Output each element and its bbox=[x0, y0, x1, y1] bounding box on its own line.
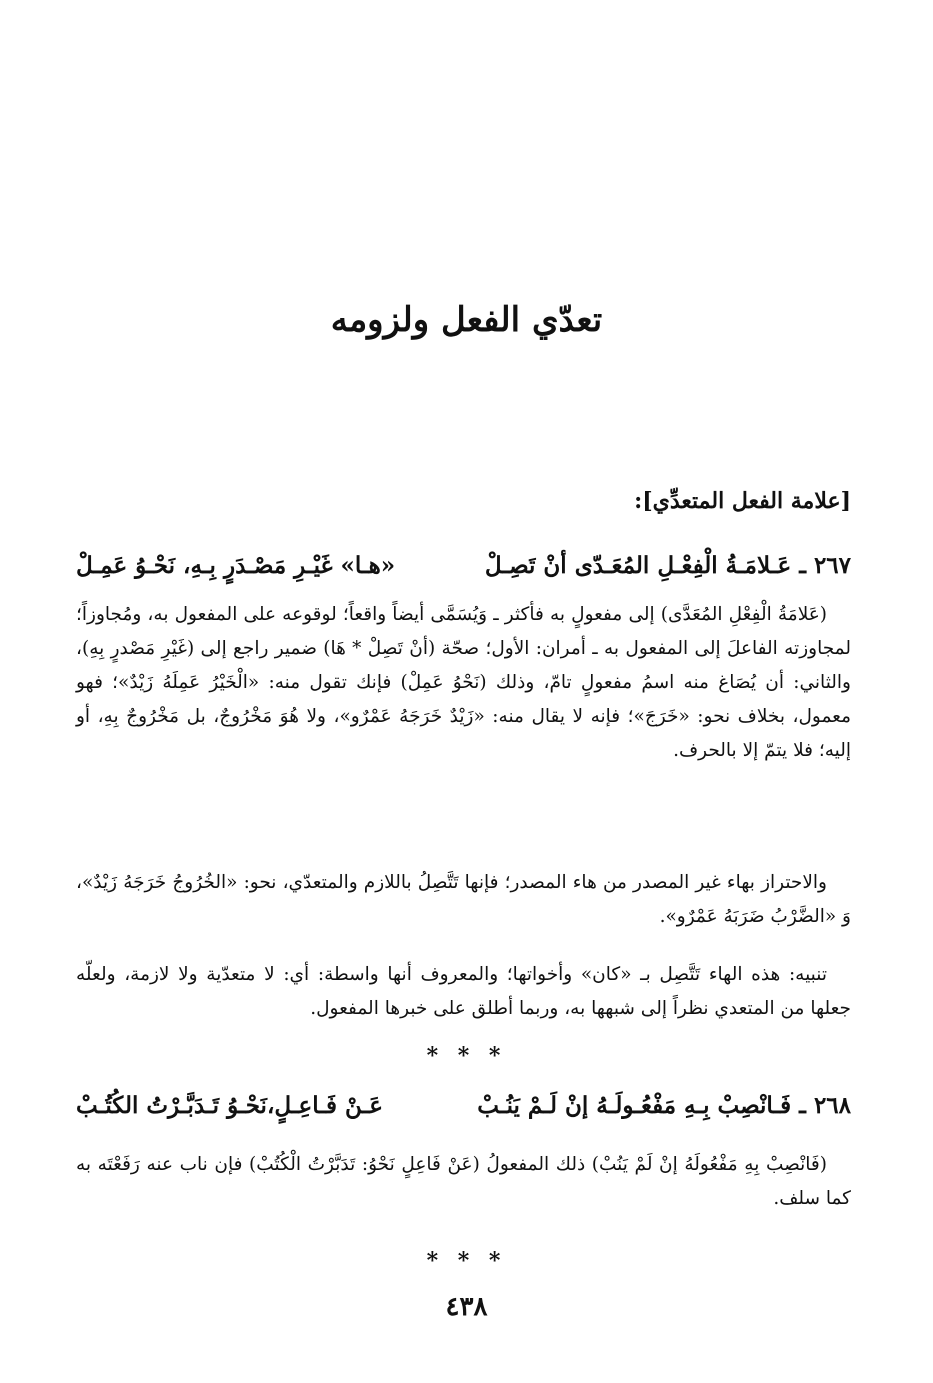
verse-267-first-hemistich: ٢٦٧ ـ عَـلامَـةُ الْفِعْـلِ المُعَـدّى أنْ تَصِـلْ bbox=[484, 552, 851, 579]
section-heading: [علامة الفعل المتعدِّي]: bbox=[634, 488, 851, 514]
verse-268 bbox=[76, 1092, 851, 1119]
verse-267-second-hemistich: «هـا» غَيْـرِ مَصْـدَرٍ بِـهِ، نَحْـوُ عَمِـلْ bbox=[76, 552, 396, 579]
section-separator-2: * * * bbox=[426, 1248, 507, 1274]
section-separator-1: * * * bbox=[426, 1043, 507, 1069]
commentary-paragraph-1: (عَلامَةُ الْفِعْلِ المُعَدَّى) إلى مفعولٍ به فأكثر ـ وَيُسَمَّى أيضاً واقعاً؛ لوقوعه على المفعول به، ومُجاوزاً؛ لمجاوزته الفاعلَ إلى المفعول به ـ أمران: الأول؛ صحّة (أنْ تَصِلْ * هَا) ضمير راجع إلى (غَيْرِ مَصْدرٍ بِهِ)، والثاني: أن يُصَاغ منه اسمُ مفعولٍ تامّ، وذلك (نَحْوُ عَمِلْ) فإنك تقول منه: «الْخَيْرُ عَمِلَهُ زَيْدٌ»؛ فهو معمول، بخلاف نحو: «خَرَجَ»؛ فإنه لا يقال منه: «زَيْدٌ خَرَجَهُ عَمْرٌو»، ولا هُوَ مَخْرُوجٌ، بل مَخْرُوجٌ بِهِ، أو إليه؛ فلا يتمّ إلا بالحرف. bbox=[76, 604, 851, 761]
commentary-paragraph-2: والاحتراز بهاء غير المصدر من هاء المصدر؛ فإنها تَتَّصِلُ باللازم والمتعدّي، نحو: «الخُرُوجُ خَرَجَهُ زَيْدٌ»، وَ «الضَّرْبُ ضَرَبَهُ عَمْرٌو». bbox=[76, 872, 851, 927]
verse-267 bbox=[76, 552, 851, 579]
verse-268-second-hemistich: عَـنْ فَـاعِـلٍ،نَحْـوُ تَـدَبَّـرْتُ الكُتُـبْ bbox=[76, 1092, 383, 1119]
chapter-title: تعدّي الفعل ولزومه bbox=[330, 300, 603, 340]
page-number: ٤٣٨ bbox=[445, 1292, 488, 1322]
verse-268-first-hemistich: ٢٦٨ ـ فَـانْصِبْ بِـهِ مَفْعُـولَـهُ إنْ لَـمْ يَنُـبْ bbox=[477, 1092, 851, 1119]
commentary-paragraph-4: (فَانْصِبْ بِهِ مَفْعُولَهُ إنْ لَمْ يَنُبْ) ذلك المفعولُ (عَنْ فَاعِلٍ نَحْوُ: تَدَبَّرْتُ الْكُتُبْ) فإن ناب عنه رَفَعْتَه به كما سلف. bbox=[76, 1154, 851, 1209]
note-paragraph: تنبيه: هذه الهاء تَتَّصِل بـ «كان» وأخواتها؛ والمعروف أنها واسطة: أي: لا متعدّية ولا لازمة، ولعلّه جعلها من المتعدي نظراً إلى شبهها به، وربما أطلق على خبرها المفعول. bbox=[76, 964, 851, 1019]
